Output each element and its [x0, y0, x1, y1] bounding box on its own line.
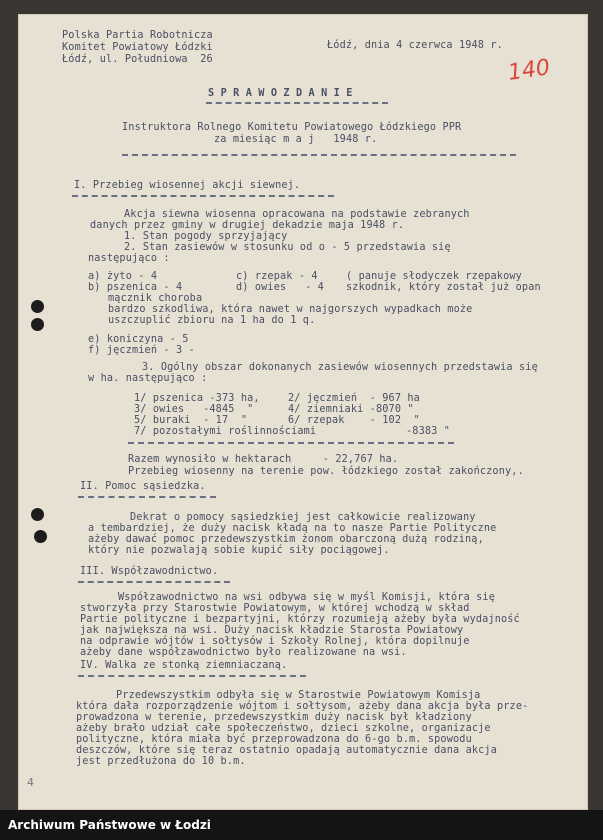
crop-item-d: d) owies - 4 [236, 282, 324, 293]
page-number-mark: 140 [506, 55, 552, 86]
section-1-line: uszczuplić zbioru na 1 ha do 1 q. [108, 315, 316, 326]
title-sub-2: za miesiąc m a j 1948 r. [214, 134, 378, 145]
section-3-underline [78, 581, 230, 583]
document-date: Łódź, dnia 4 czerwca 1948 r. [327, 40, 503, 51]
section-4-line: która dała rozporządzenie wójtom i sołtysom, ażeby dana akcja była prze- [76, 701, 529, 712]
area-total: Razem wynosiło w hektarach - 22,767 ha. [128, 454, 399, 465]
crop-item-c: c) rzepak - 4 [236, 271, 318, 282]
section-4-heading: IV. Walka ze stonką ziemniaczaną. [80, 660, 288, 671]
punch-hole [31, 318, 44, 331]
section-1-line: 3. Ogólny obszar dokonanych zasiewów wiosennych przedstawia się [142, 362, 538, 373]
crop-item-b: b) pszenica - 4 [88, 282, 183, 293]
section-4-underline [78, 675, 306, 677]
section-1-line: bardzo szkodliwa, która nawet w najgorszych wypadkach może [108, 304, 473, 315]
section-2-line: który nie pozwalają sobie kupić siły pociągowej. [88, 545, 390, 556]
section-4-line: polityczne, która miała być przeprowadzona do 6-go b.m. spowodu [76, 734, 472, 745]
section-2-line: Dekrat o pomocy sąsiedzkiej jest całkowicie realizowany [130, 512, 476, 523]
section-2-line: a tembardziej, że duży nacisk kładą na to nasze Partie Polityczne [88, 523, 497, 534]
punch-hole [31, 300, 44, 313]
area-row: 1/ pszenica -373 ha, [134, 393, 260, 404]
area-row: 2/ jęczmień - 967 ha [288, 393, 420, 404]
section-1-line: danych przez gminy w drugiej dekadzie maja 1948 r. [90, 220, 405, 231]
section-1-line: w ha. następująco : [88, 373, 208, 384]
crop-item-f: f) jęczmień - 3 - [88, 345, 195, 356]
section-1-line: Przebieg wiosenny na terenie pow. łódzkiego został zakończony,. [128, 466, 524, 477]
archive-name: Archiwum Państwowe w Łodzi [8, 818, 211, 832]
section-1-line: mącznik choroba [108, 293, 203, 304]
total-divider [128, 442, 454, 444]
section-3-heading: III. Współzawodnictwo. [80, 566, 219, 577]
pencil-page-mark: 4 [27, 776, 34, 789]
area-row: 4/ ziemniaki -8070 " [288, 404, 414, 415]
org-line-1: Polska Partia Robotnicza [62, 30, 213, 41]
section-3-line: stworzyła przy Starostwie Powiatowym, w której wchodzą w skład [80, 603, 470, 614]
section-3-line: Partie polityczne i bezpartyjni, którzy rozumieją ażeby była wydajność [80, 614, 520, 625]
title-divider [122, 154, 516, 156]
title-underline [206, 102, 388, 104]
section-4-line: prowadzona w terenie, przedewszystkim duży nacisk był kładziony [76, 712, 472, 723]
section-2-heading: II. Pomoc sąsiedzka. [80, 481, 206, 492]
area-row: 6/ rzepak - 102 " [288, 415, 420, 426]
punch-hole [34, 530, 47, 543]
area-row: 7/ pozostałymi roślinnościami [134, 426, 317, 437]
section-1-heading: I. Przebieg wiosennej akcji siewnej. [74, 180, 301, 191]
section-3-line: jak największa na wsi. Duży nacisk kładzie Starosta Powiatowy [80, 625, 464, 636]
section-1-underline [72, 195, 334, 197]
section-1-line: Akcja siewna wiosenna opracowana na podstawie zebranych [124, 209, 470, 220]
section-4-line: Przedewszystkim odbyła się w Starostwie Powiatowym Komisja [116, 690, 481, 701]
section-2-line: ażeby dawać pomoc przedewszystkim żonom obarczoną dużą rodziną, [88, 534, 484, 545]
crop-item-e: e) koniczyna - 5 [88, 334, 189, 345]
org-line-3: Łódź, ul. Południowa 26 [62, 54, 213, 65]
section-4-line: ażeby brało udział całe społeczeństwo, dzieci szkolne, organizacje [76, 723, 491, 734]
title-sub-1: Instruktora Rolnego Komitetu Powiatowego Łódzkiego PPR [122, 122, 462, 133]
section-1-line: następująco : [88, 253, 170, 264]
area-row: 5/ buraki - 17 " [134, 415, 248, 426]
section-3-line: Współzawodnictwo na wsi odbywa się w myśl Komisji, która się [118, 592, 496, 603]
document-title: S P R A W O Z D A N I E [208, 88, 353, 99]
crop-note: ( panuje słodyczek rzepakowy [346, 271, 522, 282]
crop-item-a: a) żyto - 4 [88, 271, 158, 282]
section-4-line: deszczów, które się teraz ostatnio opadają automatycznie dana akcja [76, 745, 497, 756]
section-2-underline [78, 496, 216, 498]
area-row: -8383 " [406, 426, 450, 437]
area-row: 3/ owies -4845 " [134, 404, 254, 415]
section-1-line: 1. Stan pogody sprzyjający [124, 231, 288, 242]
section-1-line: 2. Stan zasiewów w stosunku od o - 5 przedstawia się [124, 242, 451, 253]
org-line-2: Komitet Powiatowy Łódzki [62, 42, 213, 53]
punch-hole [31, 508, 44, 521]
crop-note: szkodnik, który został już opan [346, 282, 541, 293]
archive-footer [0, 810, 603, 840]
section-3-line: na odprawie wójtów i sołtysów i Szkoły Rolnej, która dopilnuje [80, 636, 470, 647]
section-4-line: jest przedłużona do 10 b.m. [76, 756, 246, 767]
section-3-line: ażeby dane współzawodnictwo było realizowane na wsi. [80, 647, 407, 658]
